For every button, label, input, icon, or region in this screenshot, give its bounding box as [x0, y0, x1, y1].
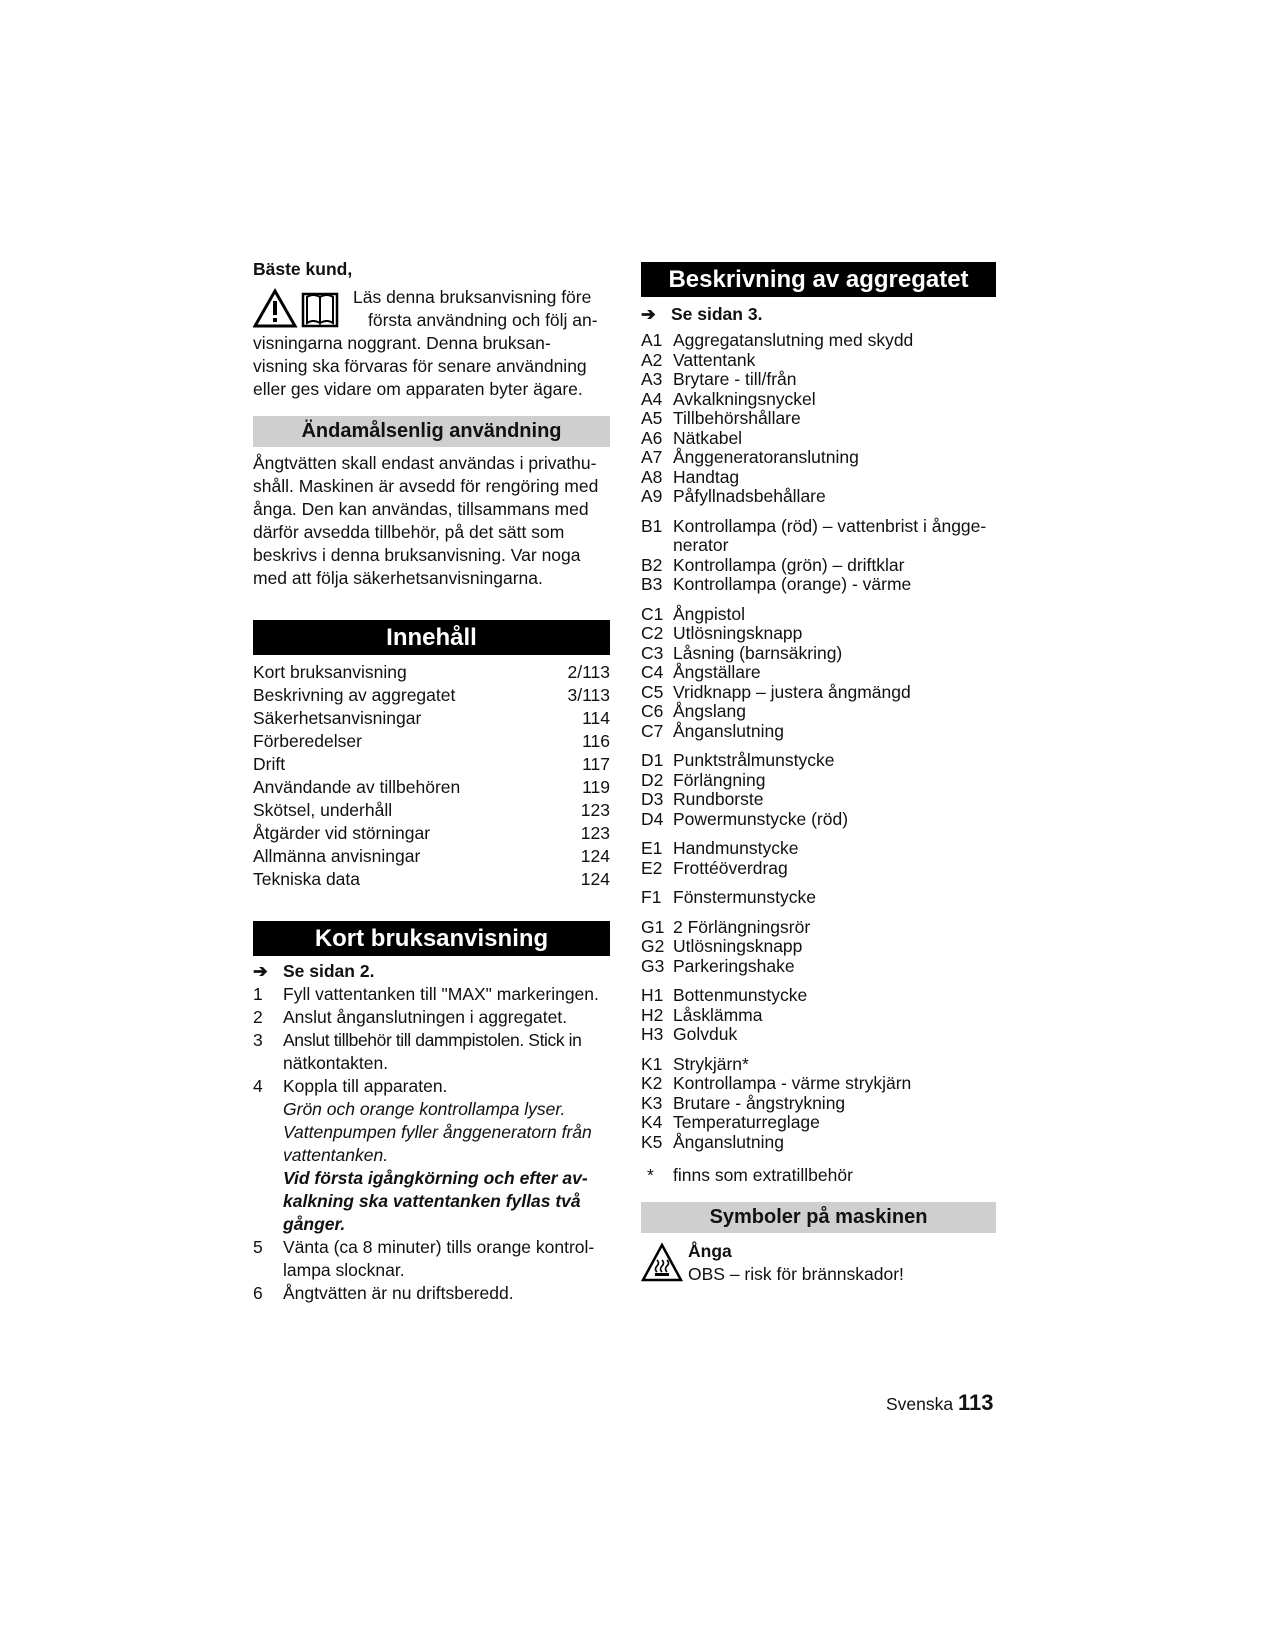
component-item	[641, 390, 1006, 410]
component-item	[641, 448, 1006, 468]
component-label	[673, 1113, 1006, 1133]
component-group	[641, 918, 1006, 977]
component-code: D1	[641, 750, 664, 770]
component-code: C6	[641, 701, 664, 721]
component-label-line: Ånganslutning	[673, 1131, 784, 1152]
step-number: 3	[253, 1030, 263, 1050]
component-code: C1	[641, 603, 664, 624]
component-code: C5	[641, 681, 664, 702]
component-label-line: Nätkabel	[673, 427, 743, 448]
component-code: D4	[641, 808, 664, 829]
component-code: C2	[641, 623, 664, 643]
component-item	[641, 1006, 1006, 1026]
step-note: vattentanken.	[283, 1145, 389, 1165]
toc-label: Drift	[253, 754, 286, 774]
toc-label: Säkerhetsanvisningar	[253, 708, 422, 728]
component-label-line: Temperaturreglage	[673, 1112, 820, 1132]
component-item	[641, 370, 1006, 390]
component-group	[641, 888, 1006, 908]
component-item	[641, 986, 1006, 1006]
component-label	[673, 859, 1006, 879]
component-label	[673, 839, 1006, 859]
text-line: beskrivs i denna bruksanvisning. Var noga	[253, 545, 581, 565]
symbol-title: Ånga	[688, 1240, 732, 1261]
intro-paragraph	[253, 286, 610, 399]
component-item	[641, 1025, 1006, 1045]
component-item	[641, 839, 1006, 859]
component-code: G3	[641, 955, 665, 976]
component-code: K1	[641, 1053, 663, 1074]
component-code: A2	[641, 349, 663, 370]
toc-item[interactable]	[253, 868, 610, 891]
toc-item[interactable]	[253, 845, 610, 868]
step	[253, 1236, 610, 1282]
component-label-line: Fönstermunstycke	[673, 887, 816, 907]
page-number: 113	[958, 1390, 994, 1415]
component-list	[641, 331, 1006, 1152]
toc-item[interactable]	[253, 776, 610, 799]
component-label	[673, 331, 1006, 351]
step	[253, 1075, 610, 1236]
toc-item[interactable]	[253, 799, 610, 822]
component-item	[641, 702, 1006, 722]
component-code: A3	[641, 369, 663, 389]
hot-steam-warning-icon	[641, 1242, 683, 1282]
steam-symbol	[641, 1240, 1006, 1292]
intro-line: visningarna noggrant. Denna bruksan-	[253, 333, 551, 353]
component-group	[641, 751, 1006, 829]
text-line: med att följa säkerhetsanvisningarna.	[253, 568, 543, 588]
component-label-line: Aggregatanslutning med skydd	[673, 330, 914, 350]
component-label	[673, 810, 1006, 830]
component-group	[641, 839, 1006, 878]
see-page-text: Se sidan 2.	[283, 961, 375, 981]
component-label-line: Brytare - till/från	[673, 369, 797, 389]
description-heading: Beskrivning av aggregatet	[641, 262, 996, 297]
symbol-text: OBS – risk för brännskador!	[688, 1263, 904, 1284]
component-item	[641, 351, 1006, 371]
toc-page: 124	[580, 869, 610, 889]
component-code: K2	[641, 1073, 663, 1093]
step-text: lampa slocknar.	[283, 1260, 405, 1280]
component-code: C3	[641, 642, 664, 663]
component-item	[641, 644, 1006, 664]
component-label-line: Kontrollampa - värme strykjärn	[673, 1073, 912, 1093]
component-label	[673, 663, 1006, 683]
component-item	[641, 487, 1006, 507]
component-label	[673, 409, 1006, 429]
component-label	[673, 937, 1006, 957]
step-note: Grön och orange kontrollampa lyser.	[283, 1099, 566, 1119]
component-label	[673, 556, 1006, 576]
toc-item[interactable]	[253, 730, 610, 753]
toc-item[interactable]	[253, 707, 610, 730]
toc-page: 123	[580, 800, 610, 820]
table-of-contents	[253, 661, 610, 891]
step-number: 6	[253, 1283, 263, 1303]
right-column	[641, 262, 1006, 1292]
component-label-line: Ånganslutning	[673, 720, 784, 741]
component-label-line: Ånggeneratoranslutning	[673, 447, 859, 467]
component-label	[673, 429, 1006, 449]
arrow-right-icon: ➔	[253, 961, 268, 981]
component-item	[641, 771, 1006, 791]
component-item	[641, 810, 1006, 830]
component-code: F1	[641, 887, 662, 907]
step-warning: Vid första igångkörning och efter av-	[283, 1168, 588, 1188]
component-label	[673, 624, 1006, 644]
component-label	[673, 1055, 1006, 1075]
step-text: Anslut ånganslutningen i aggregatet.	[283, 1007, 568, 1027]
component-item	[641, 575, 1006, 595]
page-footer	[886, 1390, 994, 1416]
component-item	[641, 918, 1006, 938]
arrow-right-icon: ➔	[641, 304, 656, 324]
component-label-line: nerator	[673, 535, 729, 555]
component-item	[641, 605, 1006, 625]
component-label-line: Frottéöverdrag	[673, 857, 788, 878]
step	[253, 983, 610, 1006]
component-label	[673, 986, 1006, 1006]
component-label-line: Utlösningsknapp	[673, 936, 803, 956]
greeting: Bäste kund,	[253, 259, 353, 279]
component-label-line: Låsklämma	[673, 1004, 763, 1025]
component-item	[641, 556, 1006, 576]
component-label-line: Handmunstycke	[673, 838, 799, 858]
component-group	[641, 986, 1006, 1045]
component-code: K3	[641, 1092, 663, 1113]
toc-item[interactable]	[253, 661, 610, 684]
component-group	[641, 1055, 1006, 1153]
step-number: 5	[253, 1237, 263, 1257]
component-label-line: Ångpistol	[673, 603, 745, 624]
component-label-line: Ångslang	[673, 701, 746, 721]
toc-item[interactable]	[253, 822, 610, 845]
footer-language: Svenska	[886, 1394, 954, 1414]
component-label-line: Rundborste	[673, 789, 764, 809]
component-code: C7	[641, 720, 664, 741]
component-code: H1	[641, 985, 664, 1005]
quick-guide	[253, 960, 610, 1305]
component-code: A1	[641, 330, 663, 350]
step-text: Ångtvätten är nu driftsberedd.	[283, 1283, 514, 1303]
toc-item[interactable]	[253, 753, 610, 776]
component-label-line: Låsning (barnsäkring)	[673, 642, 843, 663]
component-item	[641, 1074, 1006, 1094]
component-label-line: Powermunstycke (röd)	[673, 808, 849, 829]
component-label	[673, 751, 1006, 771]
step-text: Fyll vattentanken till "MAX" markeringen.	[283, 984, 599, 1004]
see-page-reference	[253, 960, 610, 983]
component-code: E1	[641, 838, 663, 858]
see-page-text: Se sidan 3.	[671, 304, 763, 324]
component-label	[673, 722, 1006, 742]
toc-label: Beskrivning av aggregatet	[253, 685, 456, 705]
component-code: D2	[641, 769, 664, 790]
step	[253, 1006, 610, 1029]
text-line: Ångtvätten skall endast användas i privathu-	[253, 453, 597, 473]
component-group	[641, 605, 1006, 742]
component-label-line: Vattentank	[673, 349, 756, 370]
component-item	[641, 1113, 1006, 1133]
component-code: A5	[641, 408, 663, 428]
component-label-line: Avkalkningsnyckel	[673, 388, 816, 409]
component-code: B1	[641, 515, 663, 536]
component-label	[673, 517, 1006, 556]
component-group	[641, 331, 1006, 507]
component-item	[641, 1133, 1006, 1153]
component-code: B3	[641, 574, 663, 594]
step-text: Koppla till apparaten.	[283, 1076, 448, 1096]
component-item	[641, 331, 1006, 351]
step-text: Vänta (ca 8 minuter) tills orange kontrol-	[283, 1237, 595, 1257]
component-code: A9	[641, 486, 663, 506]
component-label-line: Handtag	[673, 466, 740, 487]
component-label	[673, 957, 1006, 977]
toc-page: 117	[582, 754, 610, 774]
component-item	[641, 859, 1006, 879]
footnote-text: finns som extratillbehör	[673, 1165, 853, 1185]
toc-page: 124	[580, 846, 610, 866]
toc-label: Kort bruksanvisning	[253, 662, 407, 682]
toc-label: Tekniska data	[253, 869, 361, 889]
component-label	[673, 771, 1006, 791]
step-text: nätkontakten.	[283, 1053, 389, 1073]
toc-item[interactable]	[253, 684, 610, 707]
text-line: ånga. Den kan användas, tillsammans med	[253, 499, 589, 519]
component-item	[641, 888, 1006, 908]
component-label-line: Kontrollampa (grön) – driftklar	[673, 554, 905, 575]
component-item	[641, 409, 1006, 429]
footnote-mark: *	[647, 1165, 654, 1185]
component-item	[641, 1094, 1006, 1114]
component-label	[673, 888, 1006, 908]
component-label	[673, 644, 1006, 664]
component-item	[641, 468, 1006, 488]
component-label-line: Golvduk	[673, 1024, 738, 1044]
component-code: H3	[641, 1024, 664, 1044]
intro-line: Läs denna bruksanvisning före	[353, 287, 592, 307]
component-code: K4	[641, 1112, 663, 1132]
toc-label: Allmänna anvisningar	[253, 846, 421, 866]
step-number: 2	[253, 1007, 263, 1027]
component-label	[673, 790, 1006, 810]
toc-label: Förberedelser	[253, 731, 362, 751]
component-label-line: Brutare - ångstrykning	[673, 1092, 846, 1113]
text-line: därför avsedda tillbehör, på det sätt som	[253, 522, 565, 542]
component-item	[641, 624, 1006, 644]
contents-heading: Innehåll	[253, 620, 610, 655]
toc-label: Skötsel, underhåll	[253, 800, 393, 820]
component-code: C4	[641, 662, 664, 682]
toc-page: 2/113	[567, 662, 610, 682]
component-label	[673, 575, 1006, 595]
toc-page: 3/113	[567, 685, 610, 705]
component-code: E2	[641, 857, 663, 878]
component-label-line: Ångställare	[673, 662, 761, 682]
component-label	[673, 1006, 1006, 1026]
component-item	[641, 722, 1006, 742]
toc-label: Användande av tillbehören	[253, 777, 461, 797]
left-column	[253, 258, 610, 1305]
component-label	[673, 1074, 1006, 1094]
component-code: B2	[641, 554, 663, 575]
toc-label: Åtgärder vid störningar	[253, 823, 431, 843]
component-label	[673, 351, 1006, 371]
component-item	[641, 517, 1006, 556]
component-label	[673, 448, 1006, 468]
intro-line: första användning och följ an-	[368, 310, 598, 330]
component-label	[673, 1025, 1006, 1045]
component-code: H2	[641, 1004, 664, 1025]
text-line: shåll. Maskinen är avsedd för rengöring med	[253, 476, 599, 496]
step-warning: gånger.	[283, 1214, 346, 1234]
symbols-heading: Symboler på maskinen	[641, 1202, 996, 1233]
component-item	[641, 429, 1006, 449]
component-item	[641, 790, 1006, 810]
component-item	[641, 937, 1006, 957]
step	[253, 1029, 610, 1075]
intended-use-text	[253, 452, 610, 590]
step-number: 1	[253, 984, 263, 1004]
component-label	[673, 605, 1006, 625]
component-label	[673, 702, 1006, 722]
component-label-line: Bottenmunstycke	[673, 985, 808, 1005]
component-label-line: Förlängning	[673, 769, 766, 790]
component-group	[641, 517, 1006, 595]
component-code: G2	[641, 936, 665, 956]
component-label-line: 2 Förlängningsrör	[673, 916, 811, 937]
component-label-line: Kontrollampa (röd) – vattenbrist i ångge-	[673, 515, 987, 536]
intro-line: visning ska förvaras för senare användning	[253, 356, 587, 376]
intended-use-heading: Ändamålsenlig användning	[253, 416, 610, 447]
component-label-line: Påfyllnadsbehållare	[673, 486, 826, 506]
component-code: A7	[641, 447, 663, 467]
component-label-line: Tillbehörshållare	[673, 408, 801, 428]
component-item	[641, 1055, 1006, 1075]
intro-line: eller ges vidare om apparaten byter ägare.	[253, 379, 583, 399]
step-number: 4	[253, 1076, 263, 1096]
component-label	[673, 468, 1006, 488]
component-label-line: Utlösningsknapp	[673, 623, 803, 643]
component-label-line: Punktstrålmunstycke	[673, 750, 835, 770]
component-item	[641, 751, 1006, 771]
component-item	[641, 663, 1006, 683]
component-label-line: Kontrollampa (orange) - värme	[673, 574, 912, 594]
see-page-reference	[641, 303, 1006, 326]
step-text: Anslut tillbehör till dammpistolen. Stick in	[283, 1030, 582, 1050]
component-label-line: Strykjärn*	[673, 1053, 749, 1074]
component-label	[673, 390, 1006, 410]
component-label-line: Parkeringshake	[673, 955, 795, 976]
component-code: A4	[641, 388, 663, 409]
footnote	[641, 1166, 1006, 1186]
component-label	[673, 918, 1006, 938]
component-label	[673, 487, 1006, 507]
step	[253, 1282, 610, 1305]
toc-page: 123	[580, 823, 610, 843]
component-code: D3	[641, 789, 664, 809]
component-label	[673, 683, 1006, 703]
component-code: K5	[641, 1131, 663, 1152]
toc-page: 116	[582, 731, 610, 751]
step-warning: kalkning ska vattentanken fyllas två	[283, 1191, 581, 1211]
component-code: A6	[641, 427, 663, 448]
quick-guide-heading: Kort bruksanvisning	[253, 921, 610, 956]
component-label-line: Vridknapp – justera ångmängd	[673, 681, 911, 702]
component-label	[673, 1094, 1006, 1114]
component-item	[641, 683, 1006, 703]
component-code: A8	[641, 466, 663, 487]
toc-page: 119	[582, 777, 610, 797]
step-note: Vattenpumpen fyller ånggeneratorn från	[283, 1122, 592, 1142]
component-item	[641, 957, 1006, 977]
component-code: G1	[641, 916, 665, 937]
component-label	[673, 1133, 1006, 1153]
component-label	[673, 370, 1006, 390]
toc-page: 114	[582, 708, 610, 728]
